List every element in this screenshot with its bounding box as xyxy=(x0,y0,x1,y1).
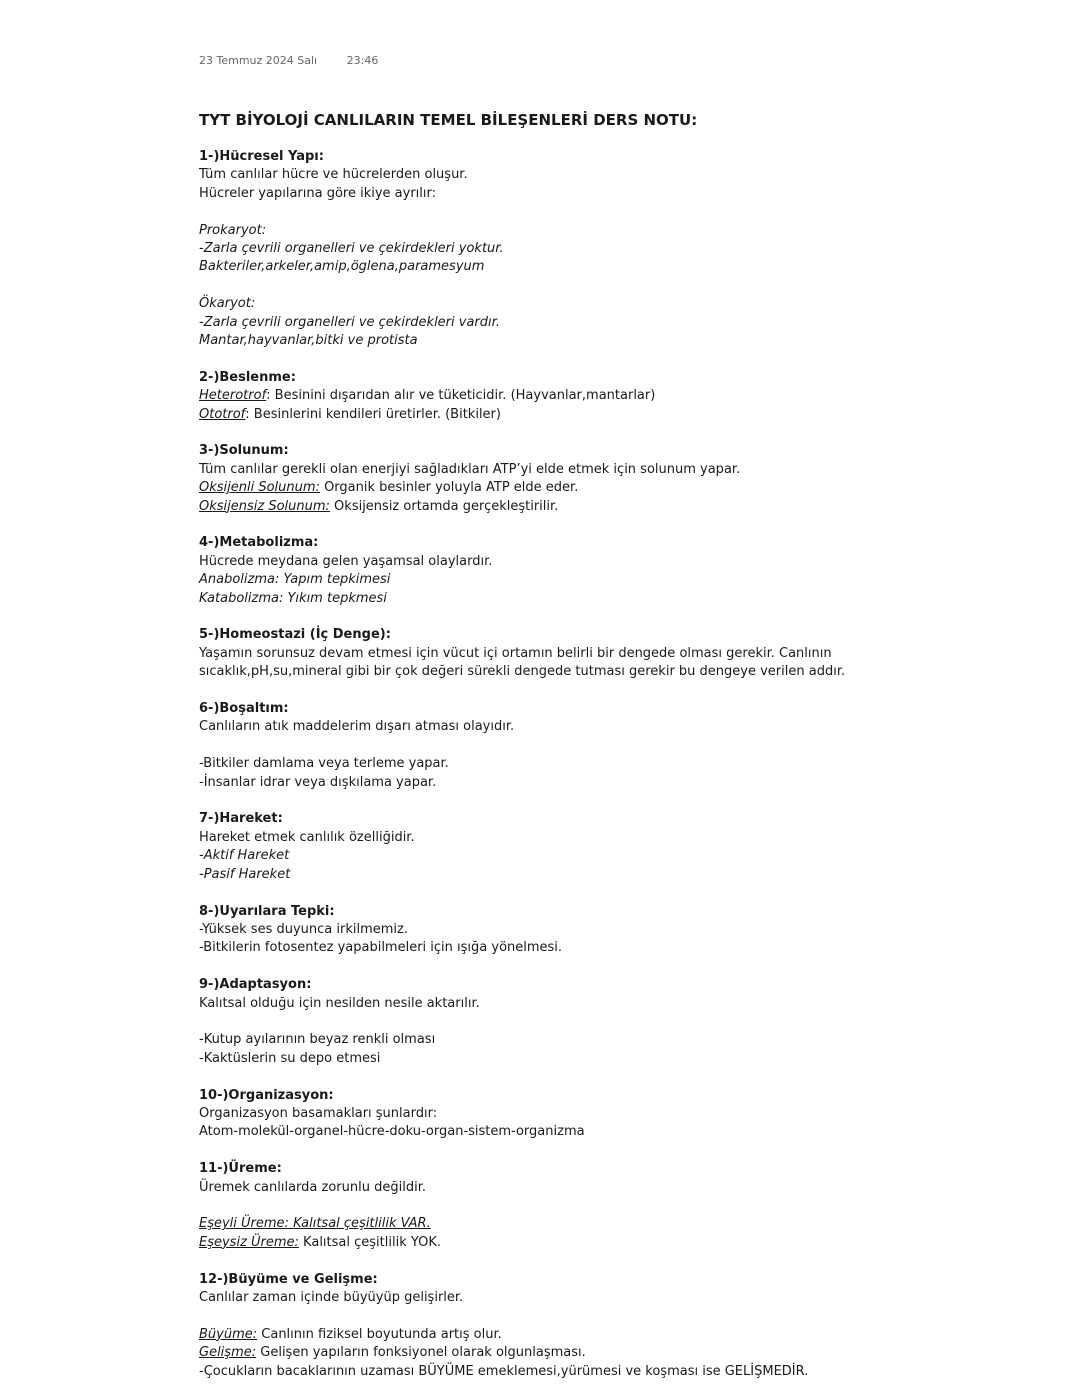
text-line: Bakteriler,arkeler,amip,öglena,paramesyum xyxy=(199,259,485,275)
term-label: Eşeyli Üreme: Kalıtsal çeşitlilik VAR. xyxy=(199,1216,431,1232)
text-line: Mantar,hayvanlar,bitki ve protista xyxy=(199,333,418,349)
text-line: Atom-molekül-organel-hücre-doku-organ-sistem-organizma xyxy=(199,1124,585,1140)
blank-line xyxy=(199,958,839,976)
section-heading: 10-)Organizasyon: xyxy=(199,1087,334,1103)
note-header xyxy=(199,54,378,67)
section-heading: 6-)Boşaltım: xyxy=(199,701,289,717)
definition-line xyxy=(199,1326,839,1344)
blank-line xyxy=(199,737,839,755)
definition-line xyxy=(199,1234,839,1252)
term-definition: Oksijensiz ortamda gerçekleştirilir. xyxy=(329,498,559,514)
note-body xyxy=(199,110,846,1381)
text-line: Tüm canlılar hücre ve hücrelerden oluşur. xyxy=(199,167,468,183)
section-heading: 3-)Solunum: xyxy=(199,443,289,459)
blank-line xyxy=(199,884,839,902)
text-line: -İnsanlar idrar veya dışkılama yapar. xyxy=(199,774,437,790)
term-label: Ototrof xyxy=(199,406,246,422)
blank-line xyxy=(199,1307,839,1325)
blank-line xyxy=(199,608,839,626)
term-label: Eşeysiz Üreme: xyxy=(199,1234,299,1250)
text-line: -Kaktüslerin su depo etmesi xyxy=(199,1050,381,1066)
blank-line xyxy=(199,516,839,534)
text-line: Yaşamın sorunsuz devam etmesi için vücut içi ortamın belirli bir dengede olması gerekir. Canlının xyxy=(199,645,832,661)
text-line: -Pasif Hareket xyxy=(199,866,291,882)
term-label: Oksijensiz Solunum: xyxy=(199,498,330,514)
text-line: -Çocukların bacaklarının uzaması BÜYÜME emeklemesi,yürümesi ve koşması ise GELİŞMEDİR. xyxy=(199,1363,809,1379)
term-label: Büyüme: xyxy=(199,1326,258,1342)
note-date: 23 Temmuz 2024 Salı xyxy=(199,54,318,67)
section-heading: 8-)Uyarılara Tepki: xyxy=(199,903,335,919)
text-line: Tüm canlılar gerekli olan enerjiyi sağladıkları ATP’yi elde etmek için solunum yapar. xyxy=(199,461,741,477)
text-line: Hücrede meydana gelen yaşamsal olaylardır. xyxy=(199,553,493,569)
term-definition: Organik besinler yoluyla ATP elde eder. xyxy=(319,480,579,496)
blank-line xyxy=(199,277,839,295)
section-heading: 4-)Metabolizma: xyxy=(199,535,319,551)
text-line: -Zarla çevrili organelleri ve çekirdekleri vardır. xyxy=(199,314,500,330)
blank-line xyxy=(199,1142,839,1160)
term-definition: Gelişen yapıların fonksiyonel olarak olgunlaşması. xyxy=(256,1345,586,1361)
term-label: Heterotrof xyxy=(199,388,267,404)
text-line: -Aktif Hareket xyxy=(199,848,290,864)
blank-line xyxy=(199,682,839,700)
section-heading: 7-)Hareket: xyxy=(199,811,283,827)
section-heading: 1-)Hücresel Yapı: xyxy=(199,149,324,164)
text-line: sıcaklık,pH,su,mineral gibi bir çok değeri sürekli dengede tutması gerekir bu dengeye verilen addır. xyxy=(199,664,846,680)
text-line: Anabolizma: Yapım tepkimesi xyxy=(199,572,391,588)
text-line: Canlılar zaman içinde büyüyüp gelişirler. xyxy=(199,1289,464,1305)
definition-line xyxy=(199,1344,839,1362)
term-label: Gelişme: xyxy=(199,1345,257,1361)
note-time: 23:46 xyxy=(346,54,379,67)
text-line: Üremek canlılarda zorunlu değildir. xyxy=(199,1179,426,1195)
term-label: Oksijenli Solunum: xyxy=(199,480,320,496)
section-heading: 11-)Üreme: xyxy=(199,1161,282,1177)
term-definition: Kalıtsal çeşitlilik YOK. xyxy=(298,1234,441,1250)
definition-line xyxy=(199,498,839,516)
text-line: Hareket etmek canlılık özelliğidir. xyxy=(199,829,415,845)
text-line: -Zarla çevrili organelleri ve çekirdekleri yoktur. xyxy=(199,241,504,257)
text-line: Prokaryot: xyxy=(199,222,267,238)
text-line: Organizasyon basamakları şunlardır: xyxy=(199,1105,438,1121)
term-definition: : Besinlerini kendileri üretirler. (Bitkiler) xyxy=(245,406,501,422)
blank-line xyxy=(199,1068,839,1086)
page-title: TYT BİYOLOJİ CANLILARIN TEMEL BİLEŞENLERİ DERS NOTU: xyxy=(199,111,698,129)
text-line: -Bitkiler damlama veya terleme yapar. xyxy=(199,756,449,772)
term-definition: : Besinini dışarıdan alır ve tüketicidir. (Hayvanlar,mantarlar) xyxy=(266,388,656,404)
blank-line xyxy=(199,1197,839,1215)
section-heading: 9-)Adaptasyon: xyxy=(199,977,312,993)
term-definition: Canlının fiziksel boyutunda artış olur. xyxy=(257,1326,502,1342)
section-heading: 2-)Beslenme: xyxy=(199,369,296,385)
note-lines xyxy=(199,148,846,1381)
text-line: Hücreler yapılarına göre ikiye ayrılır: xyxy=(199,185,437,201)
text-line: -Yüksek ses duyunca irkilmemiz. xyxy=(199,921,408,937)
blank-line xyxy=(199,350,839,368)
section-heading: 12-)Büyüme ve Gelişme: xyxy=(199,1271,378,1287)
definition-line xyxy=(199,1215,839,1233)
definition-line xyxy=(199,479,839,497)
blank-line xyxy=(199,203,839,221)
blank-line xyxy=(199,792,839,810)
text-line: Katabolizma: Yıkım tepkmesi xyxy=(199,590,387,606)
section-heading: 5-)Homeostazi (İç Denge): xyxy=(199,627,391,643)
text-line: Canlıların atık maddelerim dışarı atması olayıdır. xyxy=(199,719,515,735)
text-line: -Kutup ayılarının beyaz renkli olması xyxy=(199,1032,436,1048)
blank-line xyxy=(199,424,839,442)
definition-line xyxy=(199,387,839,405)
blank-line xyxy=(199,1252,839,1270)
blank-line xyxy=(199,1013,839,1031)
text-line: Kalıtsal olduğu için nesilden nesile aktarılır. xyxy=(199,995,480,1011)
definition-line xyxy=(199,406,839,424)
text-line: Ökaryot: xyxy=(199,296,256,312)
text-line: -Bitkilerin fotosentez yapabilmeleri için ışığa yönelmesi. xyxy=(199,940,563,956)
